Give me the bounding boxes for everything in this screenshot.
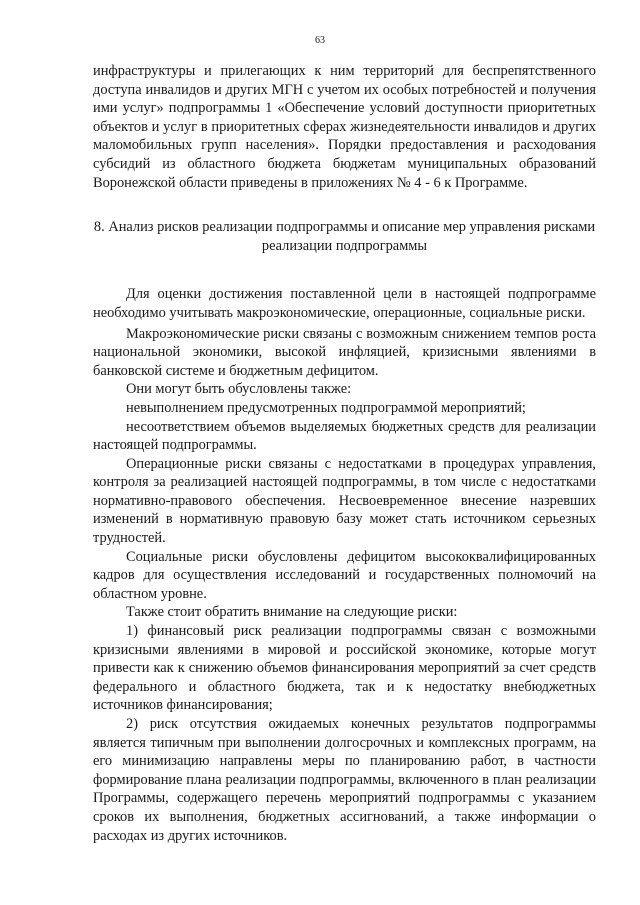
paragraph: несоответствием объемов выделяемых бюджетных средств для реализации настоящей подпрограммы.: [93, 418, 596, 454]
paragraph-continued: инфраструктуры и прилегающих к ним территорий для беспрепятственного доступа инвалидов и других МГН с учетом их особых потребностей и получения ими услуг» подпрограммы 1 «Обеспечение условий доступности приоритетных объектов и услуг в приоритетных сферах жизнедеятельности инвалидов и других маломобильных групп населения». Порядки предоставления и расходования субсидий из областного бюджета бюджетам муниципальных образований Воронежской области приведены в приложениях № 4 - 6 к Программе.: [93, 63, 596, 191]
page-number: 63: [315, 35, 325, 46]
paragraph: Также стоит обратить внимание на следующие риски:: [126, 604, 458, 621]
paragraph: 2) риск отсутствия ожидаемых конечных результатов подпрограммы является типичным при выполнении долгосрочных и комплексных программ, на его минимизацию направлены меры по планированию работ, в частности формирование плана реализации подпрограммы, включенного в план реализации Программы, содержащего перечень мероприятий подпрограммы с указанием сроков их выполнения, бюджетных ассигнований, а также информации о расходах из других источников.: [93, 716, 596, 844]
paragraph: Макроэкономические риски связаны с возможным снижением темпов роста национальной экономики, высокой инфляцией, кризисными явлениями в банковской системе и бюджетным дефицитом.: [93, 325, 596, 379]
document-body: [93, 62, 596, 845]
section-heading: 8. Анализ рисков реализации подпрограммы и описание мер управления рисками реализации подпрограммы: [93, 219, 596, 254]
paragraph: невыполнением предусмотренных подпрограммой мероприятий;: [126, 399, 526, 416]
paragraph: Операционные риски связаны с недостатками в процедурах управления, контроля за реализацией настоящей подпрограммы, в том числе с недостатками нормативно-правового обеспечения. Несвоевременное внесение назревших изменений в нормативную правовую базу может стать источником серьезных трудностей.: [93, 455, 596, 547]
paragraph: 1) финансовый риск реализации подпрограммы связан с возможными кризисными явлениями в мировой и российской экономике, которые могут привести как к снижению объемов финансирования мероприятий за счет средств федерального и областного бюджета, так и к недостатку внебюджетных источников финансирования;: [93, 623, 596, 714]
paragraph: Они могут быть обусловлены также:: [126, 381, 352, 398]
paragraph: Социальные риски обусловлены дефицитом высококвалифицированных кадров для осуществления исследований и государственных полномочий на областном уровне.: [93, 548, 596, 602]
paragraph: Для оценки достижения поставленной цели в настоящей подпрограмме необходимо учитывать макроэкономические, операционные, социальные риски.: [93, 286, 596, 321]
